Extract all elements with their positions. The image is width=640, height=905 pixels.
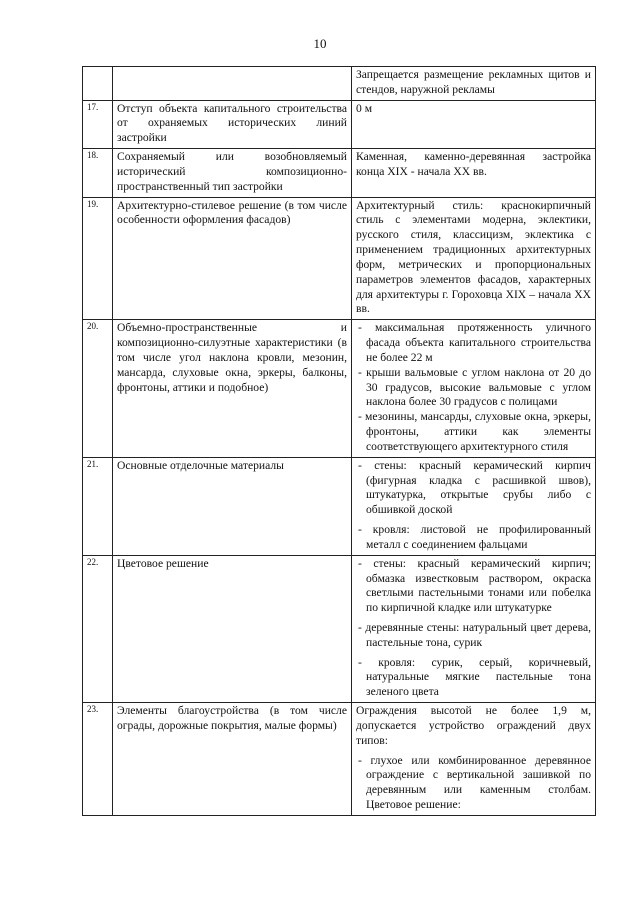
- regulations-table: [82, 66, 596, 816]
- table-row: [83, 703, 596, 816]
- value-bullet: - кровля: сурик, серый, коричневый, натуральные мягкие пастельные тона зеленого цвета: [358, 655, 591, 699]
- parameter-name: Архитектурно-стилевое решение (в том числе особенности оформления фасадов): [113, 197, 352, 320]
- row-number: 17.: [83, 100, 113, 148]
- table-row: [83, 457, 596, 555]
- row-number: 21.: [83, 457, 113, 555]
- value-bullet: - деревянные стены: натуральный цвет дерева, пастельные тона, сурик: [358, 620, 591, 649]
- parameter-name: Элементы благоустройства (в том числе ограды, дорожные покрытия, малые формы): [113, 703, 352, 816]
- table-row: [83, 555, 596, 702]
- value-bullet: - стены: красный керамический кирпич; обмазка известковым раствором, окраска светлыми пастельными тонами или побелка по кирпичной кладке или штукатурке: [358, 556, 591, 615]
- parameter-value: [352, 555, 596, 702]
- parameter-name: Цветовое решение: [113, 555, 352, 702]
- page-number: 10: [313, 36, 327, 51]
- parameter-value: [352, 703, 596, 816]
- value-bullet: - максимальная протяженность уличного фасада объекта капитального строительства не более 22 м: [358, 321, 591, 364]
- parameter-name: [113, 67, 352, 101]
- row-number: 22.: [83, 555, 113, 702]
- parameter-value: [352, 320, 596, 457]
- parameter-name: Объемно-пространственные и композиционно-силуэтные характеристики (в том числе угол наклона кровли, мезонин, мансарда, слуховые окна, эркеры, балконы, фронтоны, аттики и подобное): [113, 320, 352, 457]
- table-row: [83, 320, 596, 457]
- parameter-value: [352, 100, 596, 148]
- parameter-name: Отступ объекта капитального строительства от охраняемых исторических линий застройки: [113, 100, 352, 148]
- table-row: [83, 197, 596, 320]
- value-bullet: - мезонины, мансарды, слуховые окна, эркеры, фронтоны, аттики как элементы соответствующего архитектурного стиля: [358, 410, 591, 453]
- value-bullet: - крыши вальмовые с углом наклона от 20 до 30 градусов, высокие вальмовые с углом наклона более 30 градусов с полицами: [358, 365, 591, 409]
- value-paragraph: Запрещается размещение рекламных щитов и стендов, наружной рекламы: [356, 68, 591, 96]
- table-row: [83, 67, 596, 101]
- value-paragraph: Архитектурный стиль: краснокирпичный стиль с элементами модерна, эклектики, русского стиля, классицизм, эклектика с применением традиционных архитектурных форм, метрических и пропорциональных параметров элементов фасадов, характерных для архитектуры г. Гороховца XIX – начала XX вв.: [356, 198, 591, 316]
- row-number: [83, 67, 113, 101]
- parameter-value: [352, 67, 596, 101]
- parameter-name: Сохраняемый или возобновляемый исторический композиционно-пространственный тип застройки: [113, 149, 352, 197]
- value-bullet: - кровля: листовой не профилированный металл с соединением фальцами: [358, 523, 591, 551]
- parameter-value: [352, 197, 596, 320]
- value-paragraph: Каменная, каменно-деревянная застройка конца XIX - начала XX вв.: [356, 150, 591, 178]
- table-row: [83, 100, 596, 148]
- row-number: 20.: [83, 320, 113, 457]
- parameter-value: [352, 457, 596, 555]
- table-row: [83, 149, 596, 197]
- value-paragraph: 0 м: [356, 101, 373, 115]
- row-number: 19.: [83, 197, 113, 320]
- parameter-name: Основные отделочные материалы: [113, 457, 352, 555]
- row-number: 23.: [83, 703, 113, 816]
- value-paragraph: Ограждения высотой не более 1,9 м, допускается устройство ограждений двух типов:: [356, 704, 591, 747]
- parameter-value: [352, 149, 596, 197]
- value-bullet: - стены: красный керамический кирпич (фигурная кладка с расшивкой швов), штукатурка, открытые срубы либо с обшивкой доской: [358, 458, 591, 517]
- value-bullet: - глухое или комбинированное деревянное ограждение с вертикальной зашивкой по деревянным или каменным столбам. Цветовое решение:: [358, 753, 591, 812]
- row-number: 18.: [83, 149, 113, 197]
